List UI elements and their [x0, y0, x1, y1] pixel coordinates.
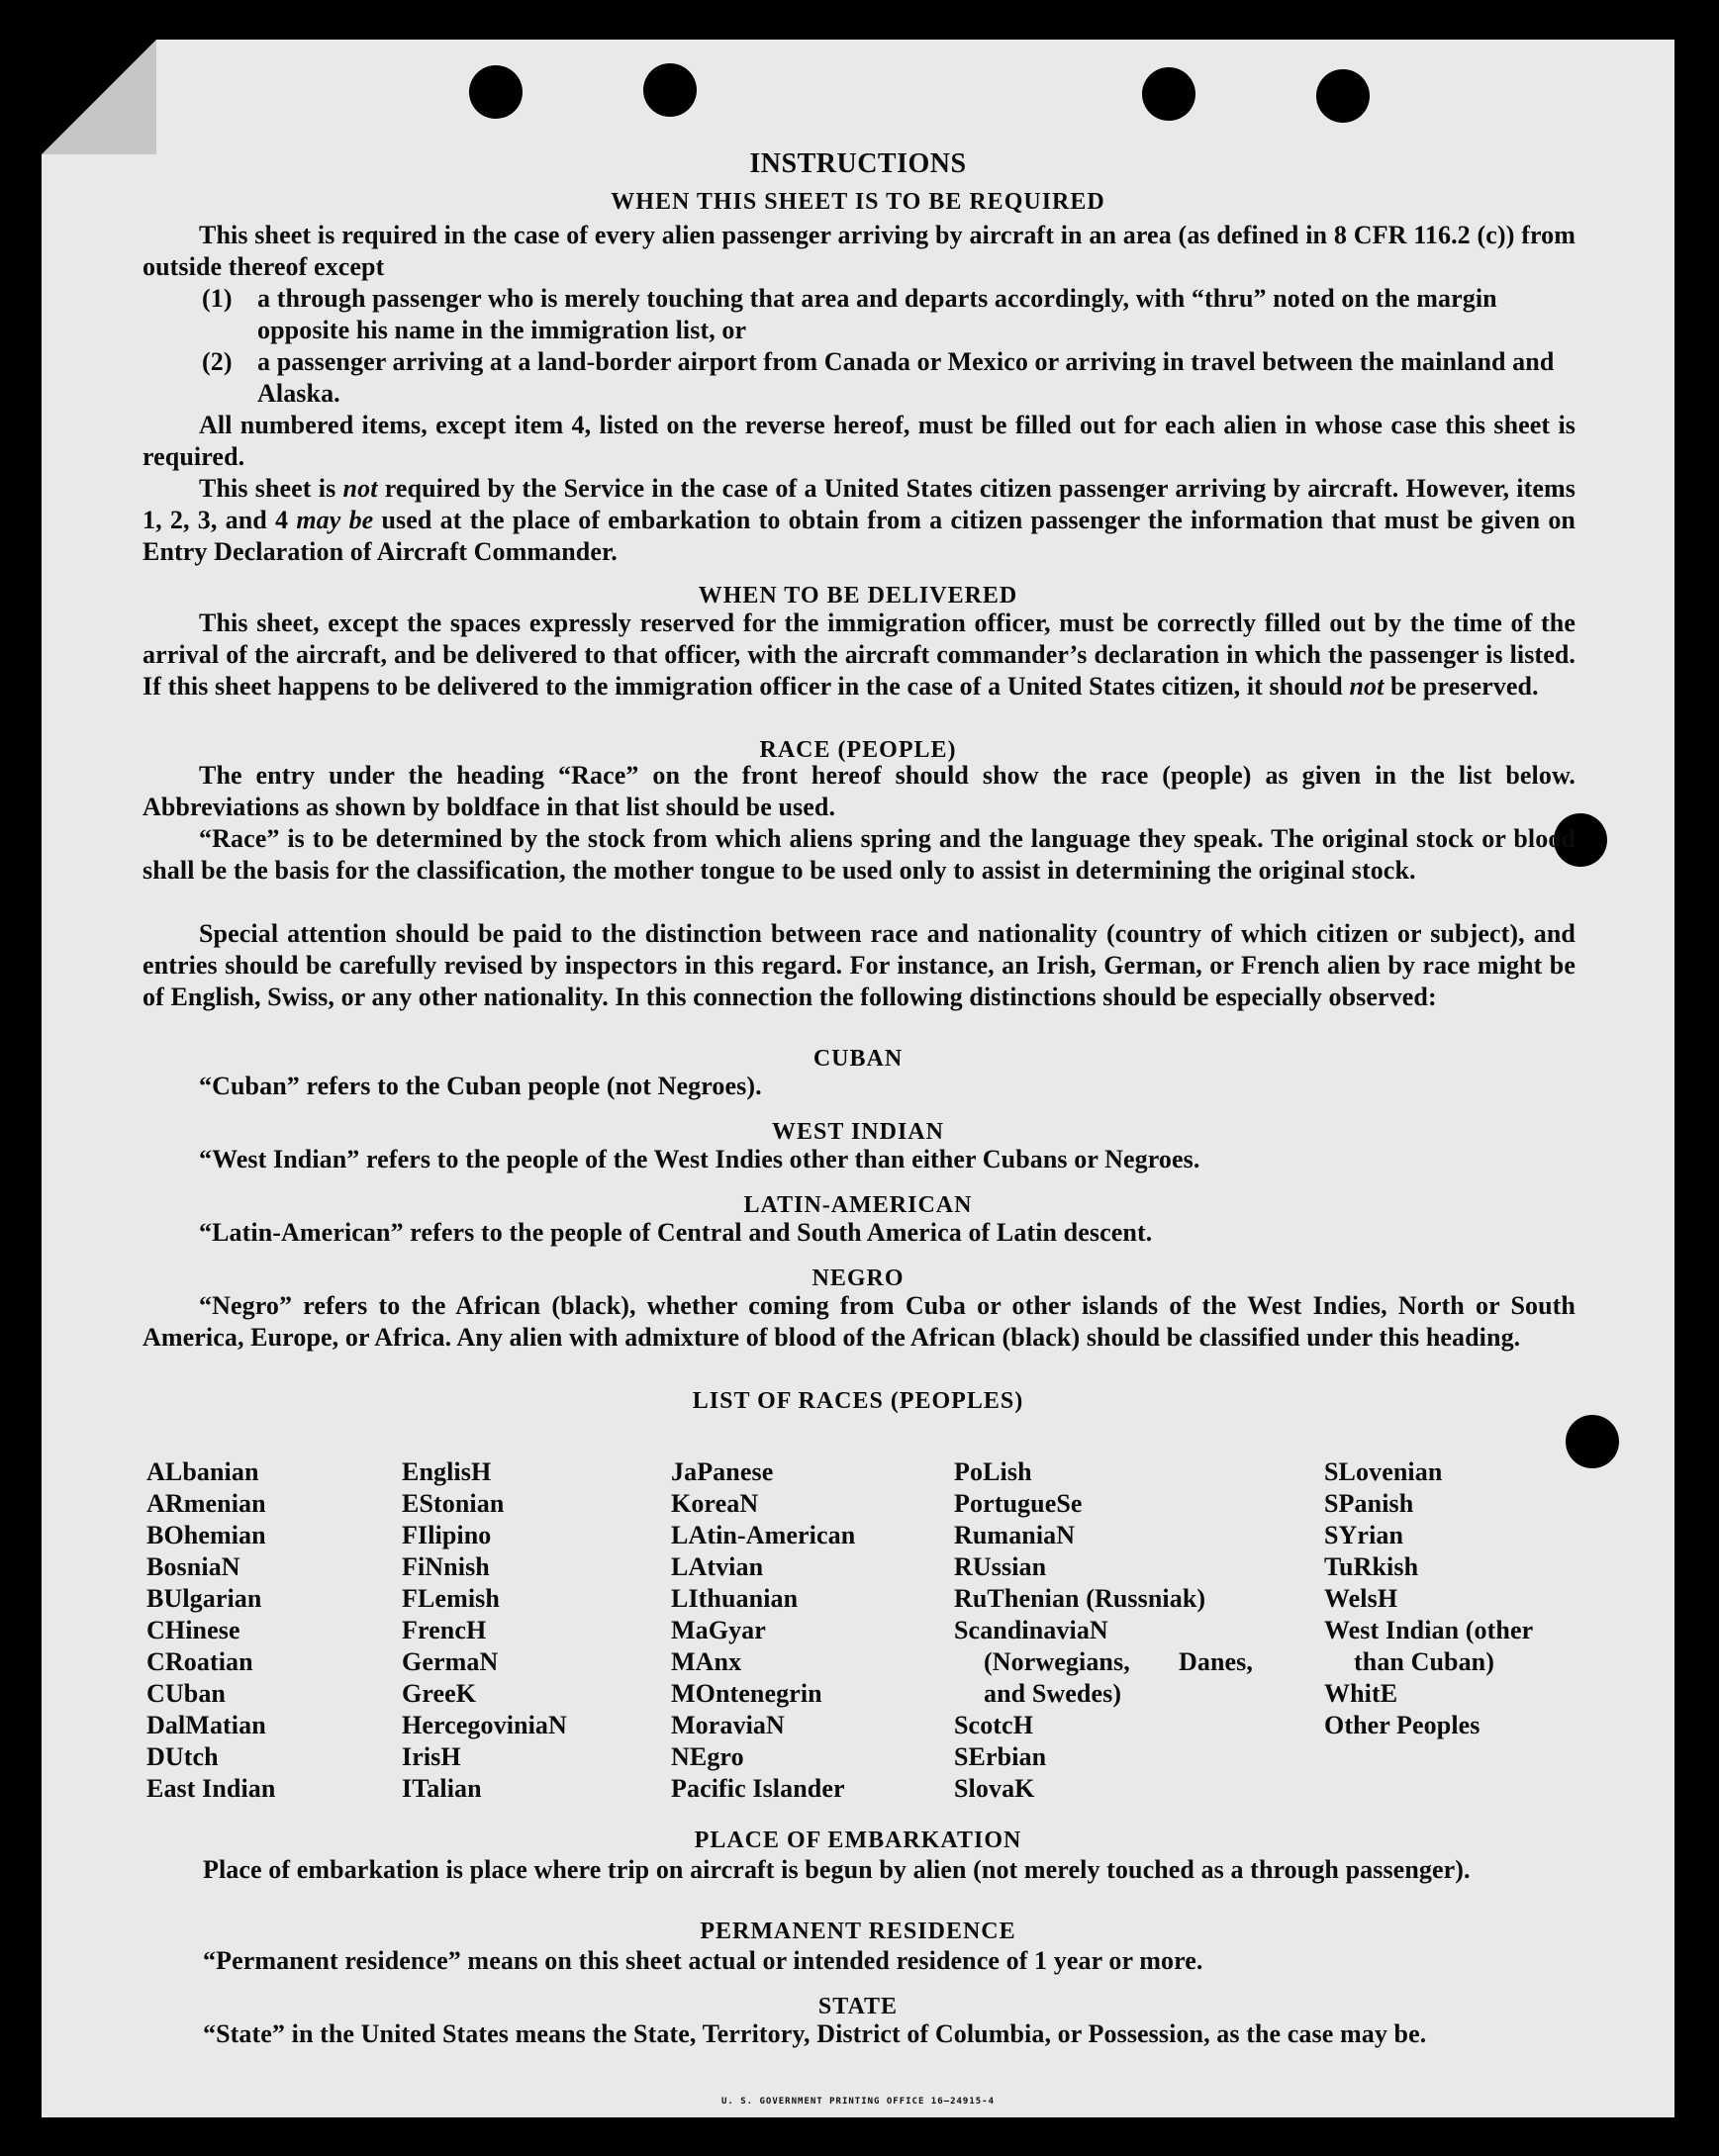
heading-state: STATE: [817, 1994, 899, 2019]
race-entry: ITalian: [402, 1774, 482, 1803]
race-entry: EnglisH: [402, 1457, 492, 1486]
race-entry: HercegoviniaN: [402, 1711, 567, 1739]
printer-imprint: U. S. GOVERNMENT PRINTING OFFICE 16—24915-4: [721, 2097, 995, 2107]
race-entry: FIlipino: [402, 1521, 492, 1549]
race-entry: Other Peoples: [1324, 1711, 1480, 1739]
race-entry: LAtin-American: [671, 1521, 856, 1549]
paragraph-west-indian: “West Indian” refers to the people of the West Indies other than either Cubans or Negroes.: [199, 1145, 1200, 1173]
paragraph-residence: “Permanent residence” means on this sheet actual or intended residence of 1 year or more.: [203, 1946, 1203, 1975]
race-entry: MaGyar: [671, 1616, 766, 1644]
race-entry: WhitE: [1324, 1679, 1398, 1708]
paragraph-delivered: This sheet, except the spaces expressly reserved for the immigration officer, must be correctly filled out by the time of the arrival of the aircraft, and be delivered to that officer, with the aircraft commander’s declaration in which the passenger is listed. If this sheet happens to be delivered to the immigration officer in the case of a United States citizen, it should not be preserved.: [143, 609, 1576, 701]
paragraph-citizen: This sheet is not required by the Service in the case of a United States citizen passenger arriving by aircraft. However, items 1, 2, 3, and 4 may be used at the place of embarkation to obtain from a citizen passenger the information that must be given on Entry Declaration of Aircraft Commander.: [143, 474, 1576, 566]
race-entry: TuRkish: [1324, 1552, 1419, 1581]
heading-when-required: WHEN THIS SHEET IS TO BE REQUIRED: [611, 189, 1105, 215]
race-entry: BUlgarian: [146, 1584, 262, 1613]
heading-when-delivered: WHEN TO BE DELIVERED: [698, 583, 1018, 609]
race-entry: FrencH: [402, 1616, 487, 1644]
paragraph-embarkation: Place of embarkation is place where trip on aircraft is begun by alien (not merely touched as a through passenger).: [203, 1855, 1471, 1884]
race-entry: LAtvian: [671, 1552, 764, 1581]
race-entry: ARmenian: [146, 1489, 266, 1518]
race-entry: MAnx: [671, 1647, 742, 1676]
heading-latin-american: LATIN-AMERICAN: [743, 1192, 973, 1218]
race-entry: BosniaN: [146, 1552, 240, 1581]
paragraph-race-1: The entry under the heading “Race” on the front hereof should show the race (people) as given in the list below. Abbreviations as shown by boldface in that list should be used.: [143, 761, 1576, 821]
heading-negro: NEGRO: [812, 1265, 905, 1291]
item-text: a through passenger who is merely touching that area and departs accordingly, with “thru” noted on the margin opposite his name in the immigration list, or: [257, 284, 1497, 344]
item-text: a passenger arriving at a land-border airport from Canada or Mexico or arriving in travel between the mainland and Alaska.: [257, 347, 1555, 408]
paragraph-latin-american: “Latin-American” refers to the people of Central and South America of Latin descent.: [199, 1218, 1153, 1247]
heading-residence: PERMANENT RESIDENCE: [700, 1919, 1016, 1944]
race-entry: CRoatian: [146, 1647, 253, 1676]
race-entry: GreeK: [402, 1679, 477, 1708]
race-entry: DalMatian: [146, 1711, 266, 1739]
race-entry: LIthuanian: [671, 1584, 799, 1613]
race-column-2: [402, 1456, 567, 1805]
folded-corner: [42, 40, 156, 154]
paragraph-negro: “Negro” refers to the African (black), whether coming from Cuba or other islands of the West Indies, North or South America, Europe, or Africa. Any alien with admixture of blood of the African (black) should be classified under this heading.: [143, 1291, 1576, 1352]
heading-west-indian: WEST INDIAN: [772, 1119, 944, 1145]
race-entry: RUssian: [954, 1552, 1047, 1581]
race-entry: SErbian: [954, 1742, 1047, 1771]
race-entry: PortugueSe: [954, 1489, 1083, 1518]
paragraph-required: This sheet is required in the case of every alien passenger arriving by aircraft in an area (as defined in 8 CFR 116.2 (c)) from outside thereof except: [143, 221, 1576, 281]
race-entry: PoLish: [954, 1457, 1032, 1486]
paragraph-race-2: “Race” is to be determined by the stock from which aliens spring and the language they speak. The original stock or blood shall be the basis for the classification, the mother tongue to be used only to assist in determining the original stock.: [143, 824, 1576, 885]
race-entry: Pacific Islander: [671, 1774, 845, 1803]
race-entry: West Indian (other than Cuban): [1324, 1616, 1533, 1676]
race-column-1: [146, 1456, 275, 1805]
heading-race: RACE (PEOPLE): [759, 737, 957, 763]
race-entry: FiNnish: [402, 1552, 490, 1581]
heading-cuban: CUBAN: [812, 1046, 904, 1072]
race-entry: IrisH: [402, 1742, 461, 1771]
race-entry: SPanish: [1324, 1489, 1414, 1518]
page-title: INSTRUCTIONS: [749, 148, 967, 179]
race-entry: WelsH: [1324, 1584, 1398, 1613]
race-entry: RuThenian (Russniak): [954, 1584, 1206, 1613]
paragraph-race-3: Special attention should be paid to the distinction between race and nationality (country of which citizen or subject), and entries should be carefully revised by inspectors in this regard. For instance, an Irish, German, or French alien by race might be of English, Swiss, or any other nationality. In this connection the following distinctions should be especially observed:: [143, 919, 1576, 1011]
race-entry: ScandinaviaN (Norwegians, Danes, and Swedes): [954, 1616, 1253, 1708]
document-page: [42, 40, 1674, 2117]
race-entry: JaPanese: [671, 1457, 774, 1486]
race-entry: GermaN: [402, 1647, 499, 1676]
punch-hole: [1142, 67, 1195, 121]
race-entry: DUtch: [146, 1742, 219, 1771]
race-entry: EStonian: [402, 1489, 505, 1518]
race-entry: ScotcH: [954, 1711, 1034, 1739]
list-item-1: [202, 283, 1576, 346]
paragraph-numbered-items: All numbered items, except item 4, listed on the reverse hereof, must be filled out for each alien in whose case this sheet is required.: [143, 411, 1576, 471]
item-number: (1): [202, 284, 233, 313]
race-entry: MOntenegrin: [671, 1679, 822, 1708]
race-entry: CUban: [146, 1679, 226, 1708]
race-entry: SYrian: [1324, 1521, 1404, 1549]
list-item-2: [202, 346, 1576, 410]
race-entry: SLovenian: [1324, 1457, 1443, 1486]
race-entry: NEgro: [671, 1742, 744, 1771]
race-entry: RumaniaN: [954, 1521, 1076, 1549]
race-entry: East Indian: [146, 1774, 276, 1803]
race-column-5: [1324, 1456, 1583, 1741]
paragraph-state: “State” in the United States means the State, Territory, District of Columbia, or Possession, as the case may be.: [203, 2019, 1427, 2048]
race-column-3: [671, 1456, 855, 1805]
heading-list-of-races: LIST OF RACES (PEOPLES): [692, 1388, 1024, 1414]
race-entry: FLemish: [402, 1584, 500, 1613]
race-entry: ALbanian: [146, 1457, 259, 1486]
race-column-4: [954, 1456, 1253, 1805]
paragraph-cuban: “Cuban” refers to the Cuban people (not Negroes).: [199, 1072, 762, 1100]
punch-hole: [643, 63, 697, 117]
punch-hole: [469, 65, 523, 119]
race-entry: KoreaN: [671, 1489, 759, 1518]
race-entry: CHinese: [146, 1616, 240, 1644]
item-number: (2): [202, 347, 233, 376]
race-entry: MoraviaN: [671, 1711, 785, 1739]
race-entry: BOhemian: [146, 1521, 266, 1549]
punch-hole: [1316, 69, 1370, 123]
heading-embarkation: PLACE OF EMBARKATION: [694, 1828, 1022, 1853]
race-entry: SlovaK: [954, 1774, 1035, 1803]
